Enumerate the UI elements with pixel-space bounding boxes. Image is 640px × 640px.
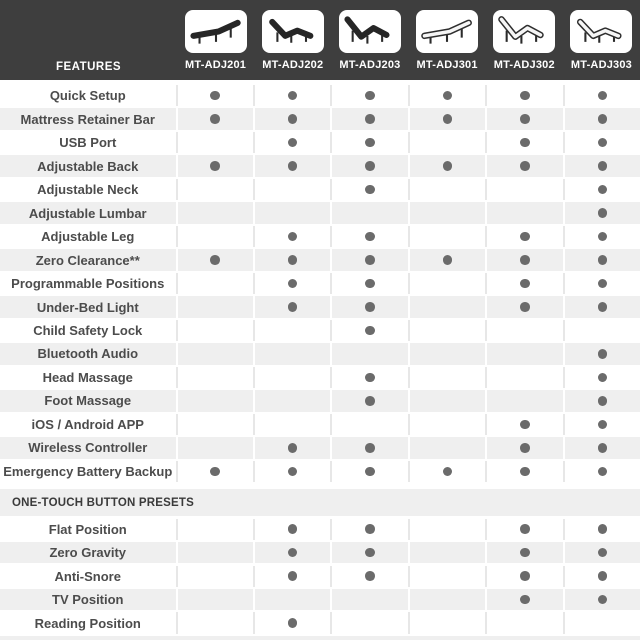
- feature-dot-icon: [365, 548, 375, 558]
- bottom-strip: [0, 636, 640, 640]
- support-cell: [178, 132, 253, 153]
- feature-dot-icon: [365, 396, 375, 406]
- bed-thumbnail: [262, 10, 324, 53]
- feature-label: Bluetooth Audio: [0, 343, 176, 364]
- support-cell: [178, 519, 253, 540]
- bed-flat-light-icon: [421, 15, 473, 48]
- support-cell: [255, 85, 330, 106]
- feature-dot-icon: [520, 161, 530, 171]
- support-cell: [565, 273, 640, 294]
- feature-dot-icon: [288, 114, 298, 124]
- support-cell: [178, 461, 253, 482]
- support-cell: [178, 249, 253, 270]
- support-cell: [410, 343, 485, 364]
- feature-row: [0, 320, 640, 341]
- support-cell: [178, 437, 253, 458]
- model-name: MT-ADJ301: [416, 59, 478, 71]
- bed-contour-high-dark-icon: [344, 15, 396, 48]
- feature-label: Under-Bed Light: [0, 296, 176, 317]
- feature-dot-icon: [520, 420, 530, 430]
- support-cell: [487, 179, 562, 200]
- support-cell: [178, 320, 253, 341]
- feature-dot-icon: [598, 185, 608, 195]
- feature-label: Emergency Battery Backup: [0, 461, 176, 482]
- support-cell: [178, 202, 253, 223]
- support-cell: [178, 85, 253, 106]
- feature-dot-icon: [210, 467, 220, 477]
- support-cell: [565, 249, 640, 270]
- feature-label: Child Safety Lock: [0, 320, 176, 341]
- support-cell: [487, 542, 562, 563]
- support-cell: [487, 85, 562, 106]
- feature-dot-icon: [443, 467, 453, 477]
- feature-dot-icon: [365, 571, 375, 581]
- feature-dot-icon: [520, 443, 530, 453]
- support-cell: [410, 390, 485, 411]
- support-cell: [410, 612, 485, 633]
- support-cell: [565, 320, 640, 341]
- feature-label: Head Massage: [0, 367, 176, 388]
- feature-label: Adjustable Leg: [0, 226, 176, 247]
- feature-dot-icon: [365, 279, 375, 289]
- feature-dot-icon: [210, 255, 220, 265]
- preset-row: [0, 566, 640, 587]
- bed-thumbnail: [570, 10, 632, 53]
- feature-dot-icon: [598, 571, 608, 581]
- feature-dot-icon: [210, 91, 220, 101]
- support-cell: [255, 296, 330, 317]
- support-cell: [565, 414, 640, 435]
- support-cell: [410, 519, 485, 540]
- support-cell: [178, 343, 253, 364]
- support-cell: [487, 461, 562, 482]
- support-cell: [255, 202, 330, 223]
- support-cell: [410, 589, 485, 610]
- support-cell: [565, 566, 640, 587]
- support-cell: [410, 414, 485, 435]
- table-body: [0, 80, 640, 640]
- support-cell: [487, 612, 562, 633]
- feature-dot-icon: [288, 571, 298, 581]
- feature-dot-icon: [288, 232, 298, 242]
- feature-dot-icon: [598, 595, 608, 605]
- support-cell: [255, 226, 330, 247]
- feature-dot-icon: [365, 524, 375, 534]
- feature-row: [0, 296, 640, 317]
- feature-label: Zero Clearance**: [0, 249, 176, 270]
- support-cell: [487, 437, 562, 458]
- feature-label: Wireless Controller: [0, 437, 176, 458]
- model-name: MT-ADJ302: [493, 59, 555, 71]
- model-columns: [177, 0, 640, 80]
- section-header: ONE-TOUCH BUTTON PRESETS: [0, 489, 640, 516]
- support-cell: [255, 589, 330, 610]
- model-name: MT-ADJ201: [185, 59, 247, 71]
- feature-dot-icon: [365, 232, 375, 242]
- support-cell: [410, 296, 485, 317]
- feature-label: Quick Setup: [0, 85, 176, 106]
- feature-dot-icon: [288, 302, 298, 312]
- model-column: [254, 0, 331, 80]
- feature-label: Programmable Positions: [0, 273, 176, 294]
- feature-dot-icon: [365, 161, 375, 171]
- support-cell: [255, 249, 330, 270]
- feature-dot-icon: [520, 571, 530, 581]
- feature-dot-icon: [598, 255, 608, 265]
- model-name: MT-ADJ203: [339, 59, 401, 71]
- feature-row: [0, 461, 640, 482]
- support-cell: [255, 273, 330, 294]
- model-column: [486, 0, 563, 80]
- support-cell: [332, 566, 407, 587]
- model-column: [177, 0, 254, 80]
- feature-dot-icon: [598, 548, 608, 558]
- feature-dot-icon: [598, 302, 608, 312]
- support-cell: [332, 249, 407, 270]
- support-cell: [410, 461, 485, 482]
- feature-dot-icon: [365, 467, 375, 477]
- support-cell: [255, 437, 330, 458]
- feature-dot-icon: [520, 232, 530, 242]
- support-cell: [410, 249, 485, 270]
- feature-dot-icon: [598, 396, 608, 406]
- feature-row: [0, 85, 640, 106]
- preset-row: [0, 612, 640, 633]
- feature-row: [0, 155, 640, 176]
- preset-row: [0, 589, 640, 610]
- feature-label: Zero Gravity: [0, 542, 176, 563]
- support-cell: [565, 390, 640, 411]
- preset-row: [0, 542, 640, 563]
- support-cell: [410, 108, 485, 129]
- feature-dot-icon: [365, 302, 375, 312]
- support-cell: [255, 542, 330, 563]
- bed-thumbnail: [339, 10, 401, 53]
- support-cell: [332, 519, 407, 540]
- support-cell: [410, 320, 485, 341]
- support-cell: [332, 132, 407, 153]
- support-cell: [332, 589, 407, 610]
- support-cell: [565, 437, 640, 458]
- feature-dot-icon: [598, 232, 608, 242]
- support-cell: [332, 296, 407, 317]
- feature-dot-icon: [598, 114, 608, 124]
- feature-dot-icon: [598, 524, 608, 534]
- support-cell: [255, 343, 330, 364]
- bed-contour-high-light-icon: [498, 15, 550, 48]
- support-cell: [410, 132, 485, 153]
- support-cell: [487, 132, 562, 153]
- feature-dot-icon: [288, 618, 298, 628]
- feature-label: USB Port: [0, 132, 176, 153]
- model-name: MT-ADJ202: [262, 59, 324, 71]
- support-cell: [410, 542, 485, 563]
- support-cell: [255, 179, 330, 200]
- support-cell: [332, 85, 407, 106]
- feature-row: [0, 249, 640, 270]
- feature-label: Reading Position: [0, 612, 176, 633]
- support-cell: [332, 179, 407, 200]
- support-cell: [332, 437, 407, 458]
- support-cell: [332, 414, 407, 435]
- model-column: [409, 0, 486, 80]
- feature-dot-icon: [210, 161, 220, 171]
- support-cell: [255, 132, 330, 153]
- feature-dot-icon: [443, 255, 453, 265]
- feature-dot-icon: [598, 208, 608, 218]
- support-cell: [487, 273, 562, 294]
- support-cell: [565, 202, 640, 223]
- support-cell: [332, 273, 407, 294]
- feature-dot-icon: [520, 138, 530, 148]
- support-cell: [255, 519, 330, 540]
- support-cell: [332, 108, 407, 129]
- feature-dot-icon: [365, 255, 375, 265]
- feature-dot-icon: [443, 91, 453, 101]
- feature-rows-group: [0, 85, 640, 482]
- support-cell: [410, 179, 485, 200]
- preset-rows-group: [0, 519, 640, 634]
- support-cell: [255, 461, 330, 482]
- feature-dot-icon: [520, 524, 530, 534]
- feature-dot-icon: [598, 91, 608, 101]
- feature-label: Anti-Snore: [0, 566, 176, 587]
- feature-row: [0, 273, 640, 294]
- feature-dot-icon: [520, 302, 530, 312]
- feature-label: Foot Massage: [0, 390, 176, 411]
- feature-dot-icon: [288, 443, 298, 453]
- support-cell: [410, 85, 485, 106]
- feature-dot-icon: [598, 279, 608, 289]
- support-cell: [487, 566, 562, 587]
- feature-dot-icon: [520, 279, 530, 289]
- support-cell: [332, 367, 407, 388]
- feature-dot-icon: [598, 467, 608, 477]
- support-cell: [255, 612, 330, 633]
- support-cell: [410, 226, 485, 247]
- support-cell: [332, 320, 407, 341]
- feature-dot-icon: [288, 467, 298, 477]
- support-cell: [410, 273, 485, 294]
- feature-label: Adjustable Back: [0, 155, 176, 176]
- bed-thumbnail: [493, 10, 555, 53]
- support-cell: [565, 519, 640, 540]
- model-name: MT-ADJ303: [570, 59, 632, 71]
- support-cell: [487, 226, 562, 247]
- support-cell: [178, 296, 253, 317]
- feature-dot-icon: [598, 420, 608, 430]
- support-cell: [178, 566, 253, 587]
- bed-contour-light-icon: [575, 15, 627, 48]
- feature-dot-icon: [210, 114, 220, 124]
- support-cell: [410, 155, 485, 176]
- feature-row: [0, 437, 640, 458]
- feature-dot-icon: [520, 467, 530, 477]
- feature-row: [0, 179, 640, 200]
- support-cell: [487, 249, 562, 270]
- bed-contour-dark-icon: [267, 15, 319, 48]
- feature-dot-icon: [520, 548, 530, 558]
- support-cell: [487, 296, 562, 317]
- support-cell: [487, 108, 562, 129]
- support-cell: [565, 343, 640, 364]
- feature-label: Mattress Retainer Bar: [0, 108, 176, 129]
- support-cell: [178, 108, 253, 129]
- bed-thumbnail: [185, 10, 247, 53]
- preset-row: [0, 519, 640, 540]
- support-cell: [178, 612, 253, 633]
- feature-dot-icon: [365, 443, 375, 453]
- feature-dot-icon: [365, 185, 375, 195]
- support-cell: [410, 202, 485, 223]
- support-cell: [565, 589, 640, 610]
- support-cell: [565, 108, 640, 129]
- feature-label: TV Position: [0, 589, 176, 610]
- support-cell: [255, 367, 330, 388]
- support-cell: [332, 155, 407, 176]
- feature-row: [0, 132, 640, 153]
- support-cell: [487, 414, 562, 435]
- support-cell: [332, 202, 407, 223]
- support-cell: [178, 414, 253, 435]
- support-cell: [178, 273, 253, 294]
- support-cell: [487, 202, 562, 223]
- feature-dot-icon: [365, 114, 375, 124]
- feature-dot-icon: [365, 91, 375, 101]
- support-cell: [178, 367, 253, 388]
- feature-dot-icon: [598, 373, 608, 383]
- support-cell: [565, 226, 640, 247]
- model-column: [563, 0, 640, 80]
- support-cell: [255, 320, 330, 341]
- feature-label: Adjustable Neck: [0, 179, 176, 200]
- support-cell: [487, 589, 562, 610]
- support-cell: [178, 179, 253, 200]
- feature-label: Adjustable Lumbar: [0, 202, 176, 223]
- support-cell: [255, 390, 330, 411]
- support-cell: [565, 542, 640, 563]
- feature-dot-icon: [288, 255, 298, 265]
- feature-dot-icon: [520, 114, 530, 124]
- feature-dot-icon: [288, 161, 298, 171]
- feature-row: [0, 202, 640, 223]
- feature-row: [0, 414, 640, 435]
- support-cell: [255, 155, 330, 176]
- support-cell: [410, 566, 485, 587]
- feature-dot-icon: [598, 349, 608, 359]
- feature-label: Flat Position: [0, 519, 176, 540]
- bed-flat-dark-icon: [190, 15, 242, 48]
- feature-dot-icon: [520, 91, 530, 101]
- support-cell: [565, 367, 640, 388]
- feature-row: [0, 343, 640, 364]
- feature-dot-icon: [288, 138, 298, 148]
- feature-dot-icon: [598, 161, 608, 171]
- feature-dot-icon: [443, 161, 453, 171]
- model-column: [331, 0, 408, 80]
- support-cell: [410, 437, 485, 458]
- feature-row: [0, 390, 640, 411]
- support-cell: [255, 414, 330, 435]
- support-cell: [178, 589, 253, 610]
- support-cell: [332, 542, 407, 563]
- feature-label: iOS / Android APP: [0, 414, 176, 435]
- feature-dot-icon: [365, 326, 375, 336]
- support-cell: [178, 542, 253, 563]
- feature-dot-icon: [365, 138, 375, 148]
- support-cell: [565, 612, 640, 633]
- support-cell: [565, 132, 640, 153]
- support-cell: [565, 85, 640, 106]
- support-cell: [487, 343, 562, 364]
- bed-thumbnail: [416, 10, 478, 53]
- feature-dot-icon: [288, 524, 298, 534]
- support-cell: [332, 343, 407, 364]
- support-cell: [410, 367, 485, 388]
- support-cell: [332, 612, 407, 633]
- feature-dot-icon: [443, 114, 453, 124]
- feature-dot-icon: [288, 279, 298, 289]
- support-cell: [487, 390, 562, 411]
- support-cell: [255, 566, 330, 587]
- support-cell: [332, 390, 407, 411]
- feature-dot-icon: [520, 255, 530, 265]
- feature-dot-icon: [365, 373, 375, 383]
- support-cell: [487, 320, 562, 341]
- support-cell: [332, 226, 407, 247]
- support-cell: [178, 390, 253, 411]
- support-cell: [487, 155, 562, 176]
- support-cell: [487, 519, 562, 540]
- support-cell: [565, 461, 640, 482]
- feature-row: [0, 367, 640, 388]
- support-cell: [178, 226, 253, 247]
- feature-dot-icon: [598, 138, 608, 148]
- support-cell: [332, 461, 407, 482]
- feature-row: [0, 226, 640, 247]
- feature-dot-icon: [288, 548, 298, 558]
- support-cell: [565, 179, 640, 200]
- support-cell: [178, 155, 253, 176]
- support-cell: [255, 108, 330, 129]
- feature-row: [0, 108, 640, 129]
- support-cell: [487, 367, 562, 388]
- support-cell: [565, 296, 640, 317]
- feature-dot-icon: [288, 91, 298, 101]
- support-cell: [565, 155, 640, 176]
- table-header: [0, 0, 640, 80]
- feature-dot-icon: [520, 595, 530, 605]
- features-header-label: FEATURES: [55, 61, 122, 73]
- feature-dot-icon: [598, 443, 608, 453]
